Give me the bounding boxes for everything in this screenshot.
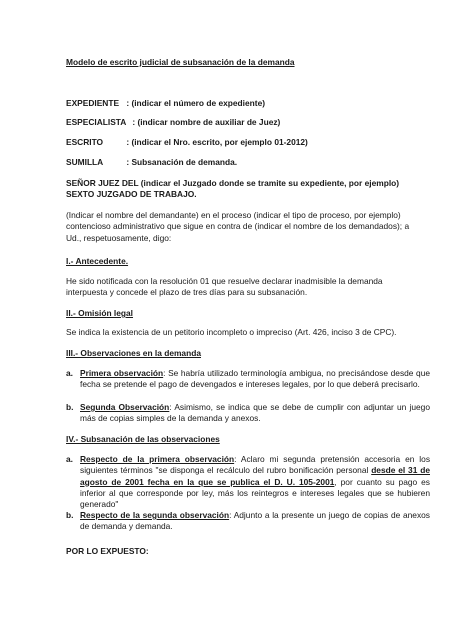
- field-value: : (indicar el número de expediente): [126, 98, 266, 108]
- field-escrito: [66, 137, 308, 148]
- field-sumilla: [66, 157, 237, 168]
- field-label: ESCRITO: [66, 137, 104, 147]
- item-label: b.: [66, 510, 74, 520]
- section-heading-2: II.- Omisión legal: [66, 308, 134, 318]
- item-title: Primera observación: [80, 368, 164, 378]
- item-label: b.: [66, 402, 74, 412]
- item-label: a.: [66, 368, 73, 378]
- field-value: : Subsanación de demanda.: [126, 157, 238, 167]
- field-especialista: [66, 117, 280, 128]
- item-text: : Aclaro mi segunda pretensión accesoria en los siguientes términos "se disponga el recálculo del rubro bonificación personal: [80, 454, 431, 476]
- intro-paragraph: (Indicar el nombre del demandante) en el proceso (indicar el tipo de proceso, por ejemplo) contencioso administrativo que sigue en contra de (indicar el nombre de los demandados); a Ud., respetuosamente, digo:: [66, 210, 410, 243]
- field-value: : (indicar nombre de auxiliar de Juez): [132, 117, 281, 127]
- section-heading-3: III.- Observaciones en la demanda: [66, 348, 201, 358]
- field-label: ESPECIALISTA: [66, 117, 127, 127]
- item-text: : Se habría utilizado terminología ambigua, no precisándose desde que fecha se pretende el pago de devengados e intereses legales, por lo que deberá precisarlo.: [80, 368, 431, 390]
- field-expediente: [66, 98, 265, 109]
- correction-a: [66, 454, 430, 511]
- section-heading-1: I.- Antecedente.: [66, 256, 129, 266]
- item-text-end: , por cuanto su pago es inferior al que corresponde por ley, más los reintegros e intereses legales que se hubieren generado": [80, 476, 430, 510]
- field-label: EXPEDIENTE: [66, 98, 120, 108]
- item-date-highlight: desde el 31 de agosto de 2001 fecha en la que se publica el D. U. 105-2001: [80, 465, 430, 487]
- item-title: Segunda Observación: [80, 402, 170, 412]
- section-heading-4: IV.- Subsanación de las observaciones: [66, 434, 220, 444]
- addressee: SEÑOR JUEZ DEL (indicar el Juzgado donde se tramite su expediente, por ejemplo) SEXTO JUZGADO DE TRABAJO.: [66, 178, 400, 200]
- closing: POR LO EXPUESTO:: [66, 546, 149, 556]
- item-label: a.: [66, 454, 73, 464]
- section-text-1: He sido notificada con la resolución 01 que resuelve declarar inadmisible la demanda interpuesta y concede el plazo de tres días para su subsanación.: [66, 276, 383, 298]
- correction-b: [66, 510, 430, 533]
- observation-b: [66, 402, 430, 425]
- item-title: Respecto de la segunda observación: [80, 510, 230, 520]
- item-title: Respecto de la primera observación: [80, 454, 235, 464]
- section-text-2: Se indica la existencia de un petitorio incompleto o impreciso (Art. 426, inciso 3 de CPC).: [66, 327, 397, 337]
- observation-a: [66, 368, 430, 391]
- item-text: : Asimismo, se indica que se debe de cumplir con adjuntar un juego más de copias simples de la demanda y anexos.: [80, 402, 431, 424]
- item-text: : Adjunto a la presente un juego de copias de anexos de demanda y demanda.: [80, 510, 430, 532]
- field-label: SUMILLA: [66, 157, 104, 167]
- field-value: : (indicar el Nro. escrito, por ejemplo 01-2012): [126, 137, 308, 147]
- document-title: Modelo de escrito judicial de subsanación de la demanda: [66, 57, 295, 67]
